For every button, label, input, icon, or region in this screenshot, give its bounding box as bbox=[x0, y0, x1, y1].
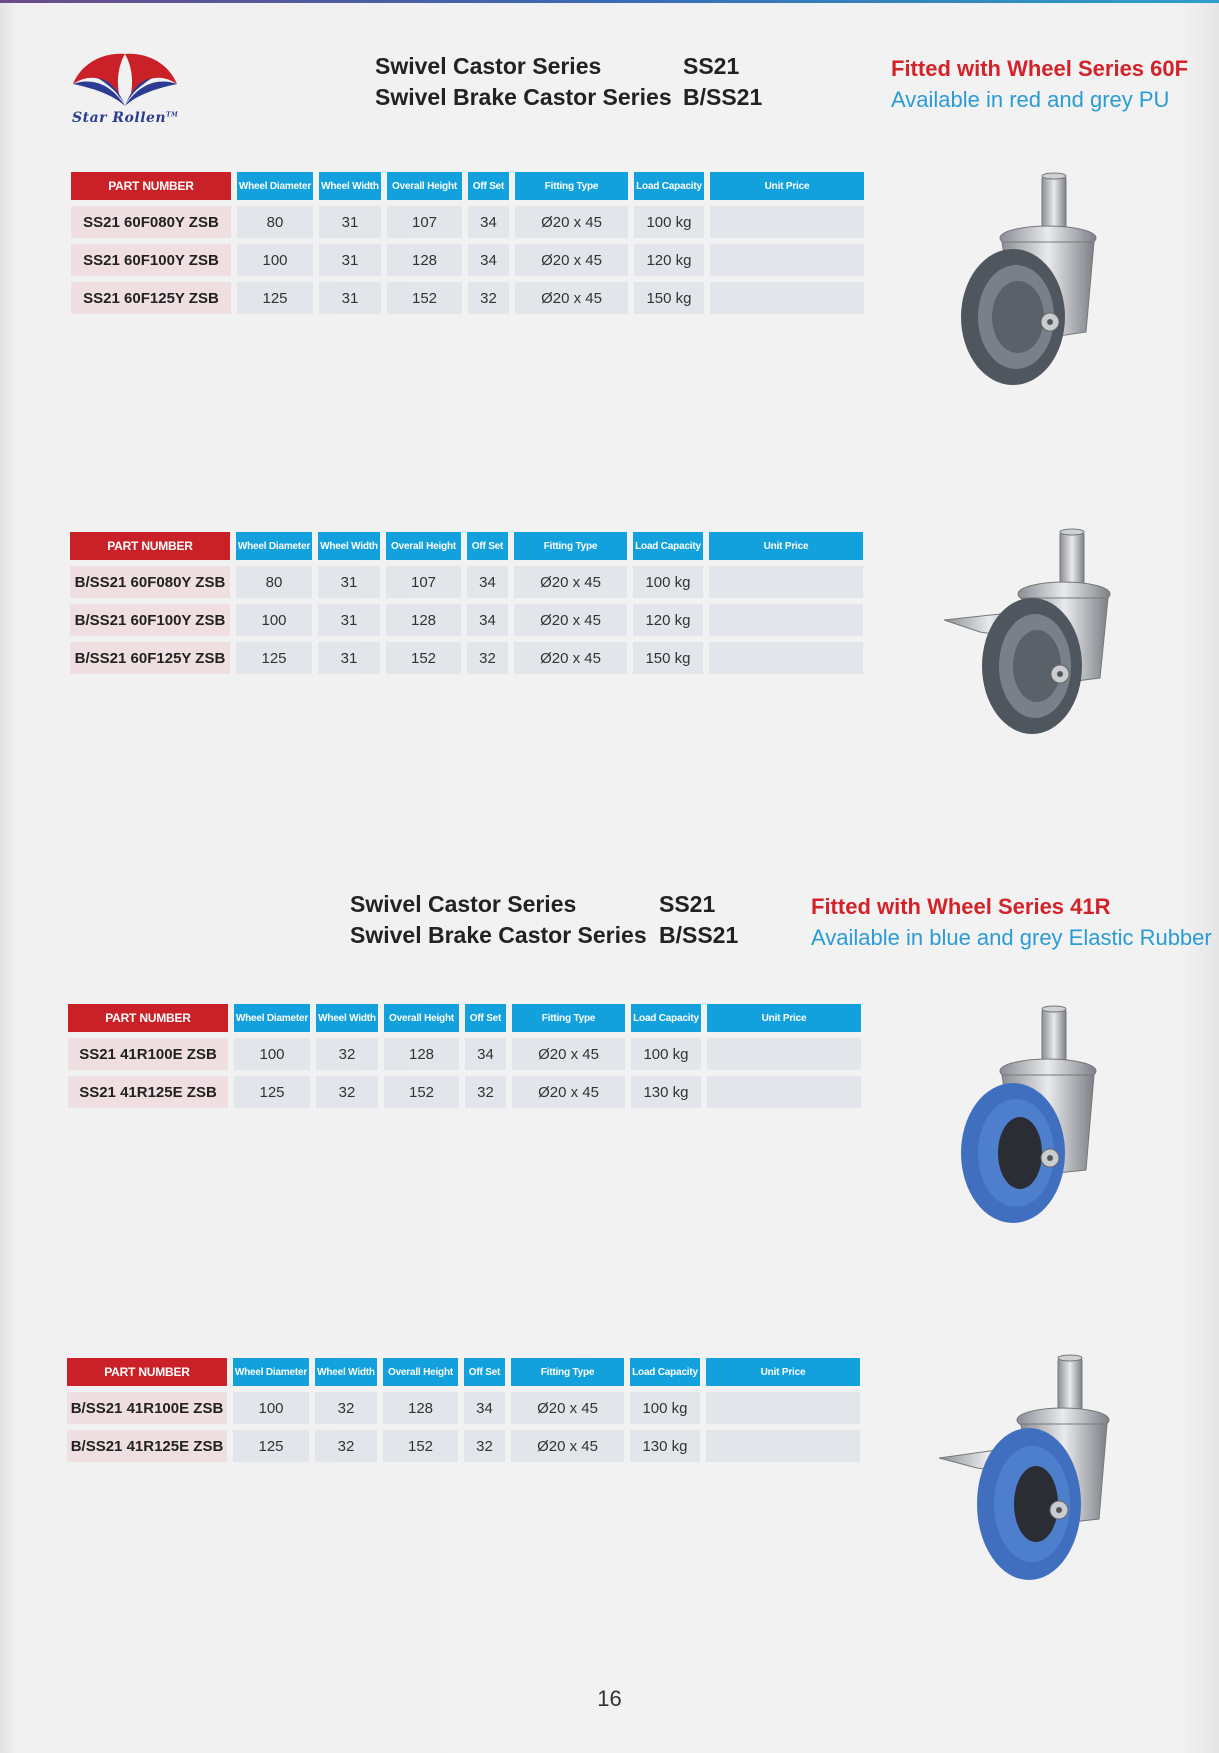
cell-wheel-diameter: 100 bbox=[236, 604, 312, 636]
series-name: Swivel Brake Castor Series bbox=[350, 922, 647, 948]
spec-table-ss21-41r bbox=[68, 1004, 867, 1108]
cell-overall-height: 128 bbox=[387, 244, 462, 276]
col-wheel-diameter: Wheel Diameter bbox=[233, 1358, 309, 1386]
cell-off-set: 34 bbox=[468, 244, 509, 276]
cell-wheel-width: 32 bbox=[315, 1392, 377, 1424]
table-header bbox=[68, 1004, 867, 1032]
table-row bbox=[67, 1430, 866, 1462]
cell-unit-price bbox=[709, 642, 863, 674]
col-wheel-diameter: Wheel Diameter bbox=[234, 1004, 310, 1032]
fitted-wheel-series: Fitted with Wheel Series 41R bbox=[811, 894, 1111, 919]
cell-overall-height: 128 bbox=[383, 1392, 458, 1424]
cell-wheel-diameter: 100 bbox=[237, 244, 313, 276]
cell-overall-height: 152 bbox=[384, 1076, 459, 1108]
cell-wheel-width: 31 bbox=[318, 566, 380, 598]
col-load-capacity: Load Capacity bbox=[633, 532, 703, 560]
cell-fitting-type: Ø20 x 45 bbox=[514, 566, 627, 598]
cell-wheel-diameter: 125 bbox=[237, 282, 313, 314]
series-code: B/SS21 bbox=[683, 84, 763, 110]
cell-wheel-width: 31 bbox=[319, 206, 381, 238]
cell-wheel-width: 31 bbox=[318, 642, 380, 674]
cell-unit-price bbox=[707, 1038, 861, 1070]
star-rollen-logo-icon bbox=[70, 48, 180, 108]
cell-fitting-type: Ø20 x 45 bbox=[515, 282, 628, 314]
section-2-wheel-info bbox=[811, 891, 1212, 953]
cell-load-capacity: 100 kg bbox=[634, 206, 704, 238]
cell-off-set: 32 bbox=[467, 642, 508, 674]
col-overall-height: Overall Height bbox=[387, 172, 462, 200]
table-row bbox=[68, 1076, 867, 1108]
col-unit-price: Unit Price bbox=[706, 1358, 860, 1386]
top-color-rule bbox=[0, 0, 1219, 3]
cell-wheel-diameter: 100 bbox=[234, 1038, 310, 1070]
cell-wheel-diameter: 100 bbox=[233, 1392, 309, 1424]
col-wheel-diameter: Wheel Diameter bbox=[237, 172, 313, 200]
series-name: Swivel Brake Castor Series bbox=[375, 84, 672, 110]
cell-off-set: 34 bbox=[465, 1038, 506, 1070]
section-1-wheel-info bbox=[891, 53, 1188, 115]
cell-unit-price bbox=[706, 1392, 860, 1424]
col-wheel-width: Wheel Width bbox=[316, 1004, 378, 1032]
spec-table-ss21-60f bbox=[71, 172, 870, 314]
cell-overall-height: 152 bbox=[386, 642, 461, 674]
cell-part-number: SS21 60F125Y ZSB bbox=[71, 282, 231, 314]
table-row bbox=[67, 1392, 866, 1424]
cell-unit-price bbox=[706, 1430, 860, 1462]
spec-table-bss21-60f bbox=[70, 532, 869, 674]
cell-load-capacity: 120 kg bbox=[633, 604, 703, 636]
brand-logo bbox=[70, 48, 190, 128]
col-fitting-type: Fitting Type bbox=[511, 1358, 624, 1386]
cell-wheel-diameter: 125 bbox=[234, 1076, 310, 1108]
col-off-set: Off Set bbox=[464, 1358, 505, 1386]
series-name: Swivel Castor Series bbox=[375, 53, 602, 79]
col-load-capacity: Load Capacity bbox=[631, 1004, 701, 1032]
col-off-set: Off Set bbox=[467, 532, 508, 560]
swivel-castor-blue-wheel-icon bbox=[958, 1005, 1108, 1230]
col-part-number: PART NUMBER bbox=[68, 1004, 228, 1032]
page-number: 16 bbox=[597, 1686, 622, 1711]
cell-off-set: 32 bbox=[465, 1076, 506, 1108]
table-row bbox=[68, 1038, 867, 1070]
cell-part-number: B/SS21 60F100Y ZSB bbox=[70, 604, 230, 636]
cell-wheel-diameter: 125 bbox=[236, 642, 312, 674]
table-row bbox=[71, 244, 870, 276]
cell-part-number: B/SS21 41R125E ZSB bbox=[67, 1430, 227, 1462]
col-part-number: PART NUMBER bbox=[70, 532, 230, 560]
cell-off-set: 34 bbox=[468, 206, 509, 238]
col-unit-price: Unit Price bbox=[707, 1004, 861, 1032]
cell-fitting-type: Ø20 x 45 bbox=[512, 1038, 625, 1070]
table-row bbox=[71, 206, 870, 238]
col-off-set: Off Set bbox=[468, 172, 509, 200]
series-name: Swivel Castor Series bbox=[350, 891, 577, 917]
section-2-series-heading bbox=[350, 889, 738, 951]
col-wheel-width: Wheel Width bbox=[318, 532, 380, 560]
col-fitting-type: Fitting Type bbox=[514, 532, 627, 560]
col-load-capacity: Load Capacity bbox=[634, 172, 704, 200]
cell-wheel-diameter: 125 bbox=[233, 1430, 309, 1462]
table-header bbox=[67, 1358, 866, 1386]
col-part-number: PART NUMBER bbox=[67, 1358, 227, 1386]
cell-off-set: 32 bbox=[468, 282, 509, 314]
cell-overall-height: 107 bbox=[387, 206, 462, 238]
table-row bbox=[70, 566, 869, 598]
table-row bbox=[70, 604, 869, 636]
cell-off-set: 34 bbox=[464, 1392, 505, 1424]
cell-off-set: 32 bbox=[464, 1430, 505, 1462]
cell-unit-price bbox=[710, 244, 864, 276]
cell-unit-price bbox=[707, 1076, 861, 1108]
cell-overall-height: 152 bbox=[387, 282, 462, 314]
cell-fitting-type: Ø20 x 45 bbox=[514, 604, 627, 636]
cell-fitting-type: Ø20 x 45 bbox=[512, 1076, 625, 1108]
cell-off-set: 34 bbox=[467, 604, 508, 636]
cell-wheel-width: 31 bbox=[318, 604, 380, 636]
cell-fitting-type: Ø20 x 45 bbox=[515, 206, 628, 238]
col-load-capacity: Load Capacity bbox=[630, 1358, 700, 1386]
swivel-castor-grey-wheel-icon bbox=[958, 172, 1108, 397]
cell-fitting-type: Ø20 x 45 bbox=[514, 642, 627, 674]
table-header bbox=[71, 172, 870, 200]
cell-load-capacity: 120 kg bbox=[634, 244, 704, 276]
col-part-number: PART NUMBER bbox=[71, 172, 231, 200]
cell-wheel-width: 32 bbox=[316, 1038, 378, 1070]
available-colors: Available in red and grey PU bbox=[891, 87, 1170, 112]
col-overall-height: Overall Height bbox=[384, 1004, 459, 1032]
cell-wheel-width: 32 bbox=[315, 1430, 377, 1462]
table-header bbox=[70, 532, 869, 560]
cell-part-number: SS21 41R125E ZSB bbox=[68, 1076, 228, 1108]
cell-load-capacity: 100 kg bbox=[630, 1392, 700, 1424]
cell-overall-height: 107 bbox=[386, 566, 461, 598]
brand-logo-text: Star Rollen™ bbox=[72, 110, 179, 126]
col-overall-height: Overall Height bbox=[383, 1358, 458, 1386]
cell-load-capacity: 150 kg bbox=[633, 642, 703, 674]
series-code: B/SS21 bbox=[659, 922, 739, 948]
cell-unit-price bbox=[709, 604, 863, 636]
spec-table-bss21-41r bbox=[67, 1358, 866, 1462]
cell-load-capacity: 150 kg bbox=[634, 282, 704, 314]
cell-overall-height: 128 bbox=[386, 604, 461, 636]
cell-wheel-diameter: 80 bbox=[236, 566, 312, 598]
col-unit-price: Unit Price bbox=[709, 532, 863, 560]
cell-part-number: B/SS21 41R100E ZSB bbox=[67, 1392, 227, 1424]
table-row bbox=[71, 282, 870, 314]
cell-overall-height: 152 bbox=[383, 1430, 458, 1462]
cell-wheel-width: 32 bbox=[316, 1076, 378, 1108]
col-wheel-width: Wheel Width bbox=[319, 172, 381, 200]
cell-off-set: 34 bbox=[467, 566, 508, 598]
cell-part-number: SS21 60F100Y ZSB bbox=[71, 244, 231, 276]
cell-part-number: SS21 41R100E ZSB bbox=[68, 1038, 228, 1070]
col-fitting-type: Fitting Type bbox=[512, 1004, 625, 1032]
available-colors: Available in blue and grey Elastic Rubber bbox=[811, 925, 1212, 950]
cell-overall-height: 128 bbox=[384, 1038, 459, 1070]
cell-load-capacity: 100 kg bbox=[633, 566, 703, 598]
col-off-set: Off Set bbox=[465, 1004, 506, 1032]
fitted-wheel-series: Fitted with Wheel Series 60F bbox=[891, 56, 1189, 81]
cell-wheel-diameter: 80 bbox=[237, 206, 313, 238]
col-overall-height: Overall Height bbox=[386, 532, 461, 560]
col-wheel-width: Wheel Width bbox=[315, 1358, 377, 1386]
col-unit-price: Unit Price bbox=[710, 172, 864, 200]
cell-fitting-type: Ø20 x 45 bbox=[511, 1430, 624, 1462]
cell-unit-price bbox=[710, 282, 864, 314]
cell-unit-price bbox=[709, 566, 863, 598]
cell-part-number: SS21 60F080Y ZSB bbox=[71, 206, 231, 238]
cell-wheel-width: 31 bbox=[319, 282, 381, 314]
cell-part-number: B/SS21 60F125Y ZSB bbox=[70, 642, 230, 674]
brake-castor-blue-wheel-icon bbox=[935, 1354, 1115, 1589]
cell-load-capacity: 130 kg bbox=[630, 1430, 700, 1462]
cell-load-capacity: 130 kg bbox=[631, 1076, 701, 1108]
series-code: SS21 bbox=[659, 891, 716, 917]
section-1-series-heading bbox=[375, 51, 762, 113]
series-code: SS21 bbox=[683, 53, 740, 79]
cell-fitting-type: Ø20 x 45 bbox=[515, 244, 628, 276]
cell-unit-price bbox=[710, 206, 864, 238]
cell-wheel-width: 31 bbox=[319, 244, 381, 276]
brake-castor-grey-wheel-icon bbox=[940, 528, 1115, 743]
col-fitting-type: Fitting Type bbox=[515, 172, 628, 200]
table-row bbox=[70, 642, 869, 674]
cell-part-number: B/SS21 60F080Y ZSB bbox=[70, 566, 230, 598]
col-wheel-diameter: Wheel Diameter bbox=[236, 532, 312, 560]
cell-fitting-type: Ø20 x 45 bbox=[511, 1392, 624, 1424]
cell-load-capacity: 100 kg bbox=[631, 1038, 701, 1070]
